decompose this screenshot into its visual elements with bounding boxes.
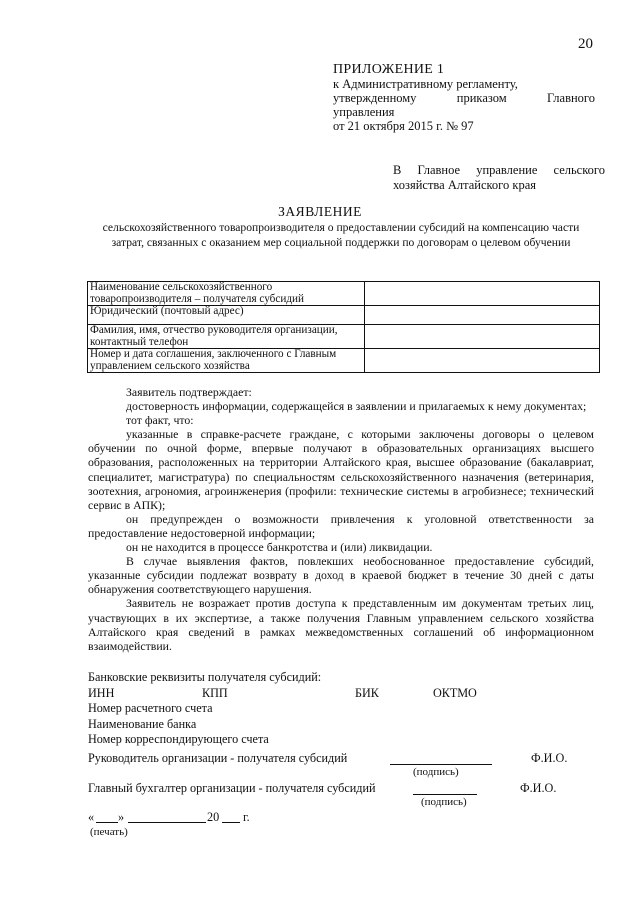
- addressee-line: В Главное управление сельского: [393, 163, 605, 177]
- table-row-label: Наименование сельскохозяйственного товаропроизводителя – получателя субсидий: [88, 282, 365, 306]
- account-label: Номер расчетного счета: [88, 701, 213, 715]
- appendix-line: управления: [333, 105, 395, 119]
- applicant-info-table: [87, 281, 600, 373]
- oktmo-label: ОКТМО: [433, 685, 477, 700]
- paragraph: он предупрежден о возможности привлечения к уголовной ответственности за предоставление недостоверной информации;: [88, 511, 594, 540]
- bank-heading: Банковские реквизиты получателя субсидий:: [88, 670, 322, 684]
- head-signature-line[interactable]: [390, 764, 492, 765]
- accountant-fio-label: Ф.И.О.: [520, 781, 557, 795]
- stamp-label: (печать): [90, 826, 128, 838]
- head-signature-caption: (подпись): [413, 766, 459, 778]
- date-year-prefix: 20: [207, 810, 220, 824]
- table-row-value[interactable]: [365, 325, 600, 349]
- date-year-suffix: г.: [243, 810, 250, 824]
- addressee-block: [393, 163, 605, 193]
- appendix-date: от 21 октября 2015 г. № 97: [333, 119, 474, 133]
- date-open-quote: «: [88, 810, 95, 824]
- paragraph: В случае выявления фактов, повлекших необоснованное предоставление субсидий, указанные субсидии подлежат возврату в доход в краевой бюджет в течение 30 дней с даты обнаружения соответствующего нарушения.: [88, 554, 594, 597]
- table-row-value[interactable]: [365, 282, 600, 306]
- paragraph: достоверность информации, содержащейся в заявлении и прилагаемых к нему документах;: [126, 399, 587, 414]
- document-subtitle: сельскохозяйственного товаропроизводителя о предоставлении субсидий на компенсацию части затрат, связанных с оказанием мер социальной поддержки по договорам о целевом обучении: [102, 221, 580, 249]
- declaration-body: [88, 385, 594, 653]
- paragraph: тот факт, что:: [126, 413, 194, 428]
- bank-details: [88, 670, 594, 748]
- table-row: [88, 325, 600, 349]
- date-close-quote: »: [118, 810, 125, 824]
- inn-label: ИНН: [88, 685, 115, 700]
- table-row: [88, 282, 600, 306]
- date-year-line[interactable]: [222, 822, 240, 823]
- document-title: ЗАЯВЛЕНИЕ: [278, 204, 362, 219]
- accountant-signature-caption: (подпись): [421, 796, 467, 808]
- table-row-value[interactable]: [365, 306, 600, 325]
- addressee-line: хозяйства Алтайского края: [393, 178, 536, 192]
- table-row: [88, 349, 600, 373]
- paragraph: Заявитель подтверждает:: [126, 385, 252, 399]
- accountant-signature-line[interactable]: [413, 794, 477, 795]
- date-day-line[interactable]: [96, 822, 118, 823]
- appendix-title: ПРИЛОЖЕНИЕ 1: [333, 62, 445, 77]
- paragraph: он не находится в процессе банкротства и (или) ликвидации.: [126, 540, 433, 555]
- date-month-line[interactable]: [128, 822, 206, 823]
- corr-account-label: Номер корреспондирующего счета: [88, 732, 269, 746]
- table-row: [88, 306, 600, 325]
- bank-codes-row: [88, 686, 594, 702]
- page-number: 20: [578, 36, 593, 52]
- paragraph: Заявитель не возражает против доступа к представленным им документам третьих лиц, участвующих в их экспертизе, а также получения Главным управлением сельского хозяйства Алтайского края сведений в рамках межведомственных соглашений об информационном взаимодействии.: [88, 596, 594, 653]
- head-fio-label: Ф.И.О.: [531, 751, 568, 765]
- appendix-line: к Административному регламенту,: [333, 77, 518, 91]
- table-row-label: Номер и дата соглашения, заключенного с Главным управлением сельского хозяйства: [88, 349, 365, 373]
- table-row-label: Фамилия, имя, отчество руководителя организации, контактный телефон: [88, 325, 365, 349]
- accountant-signature-label: Главный бухгалтер организации - получателя субсидий: [88, 781, 376, 795]
- kpp-label: КПП: [202, 685, 228, 700]
- head-signature-label: Руководитель организации - получателя субсидий: [88, 751, 348, 765]
- table-row-label: Юридический (почтовый адрес): [88, 306, 365, 325]
- table-row-value[interactable]: [365, 349, 600, 373]
- bank-name-label: Наименование банка: [88, 716, 197, 731]
- appendix-block: [333, 63, 595, 133]
- paragraph: указанные в справке-расчете граждане, с которыми заключены договоры о целевом обучении по очной форме, впервые получают в образовательных организациях высшего образования, расположенных на территории Алтайского края, высшее образование (бакалавриат, специалитет, магистратура) по специальностям сельскохозяйственного назначения (ветеринария, зоотехния, агрономия, агроинженерия (профили: технические системы в агробизнесе; технический сервис в АПК);: [88, 427, 594, 512]
- appendix-line: утвержденному приказом Главного: [333, 91, 595, 105]
- bik-label: БИК: [355, 685, 379, 700]
